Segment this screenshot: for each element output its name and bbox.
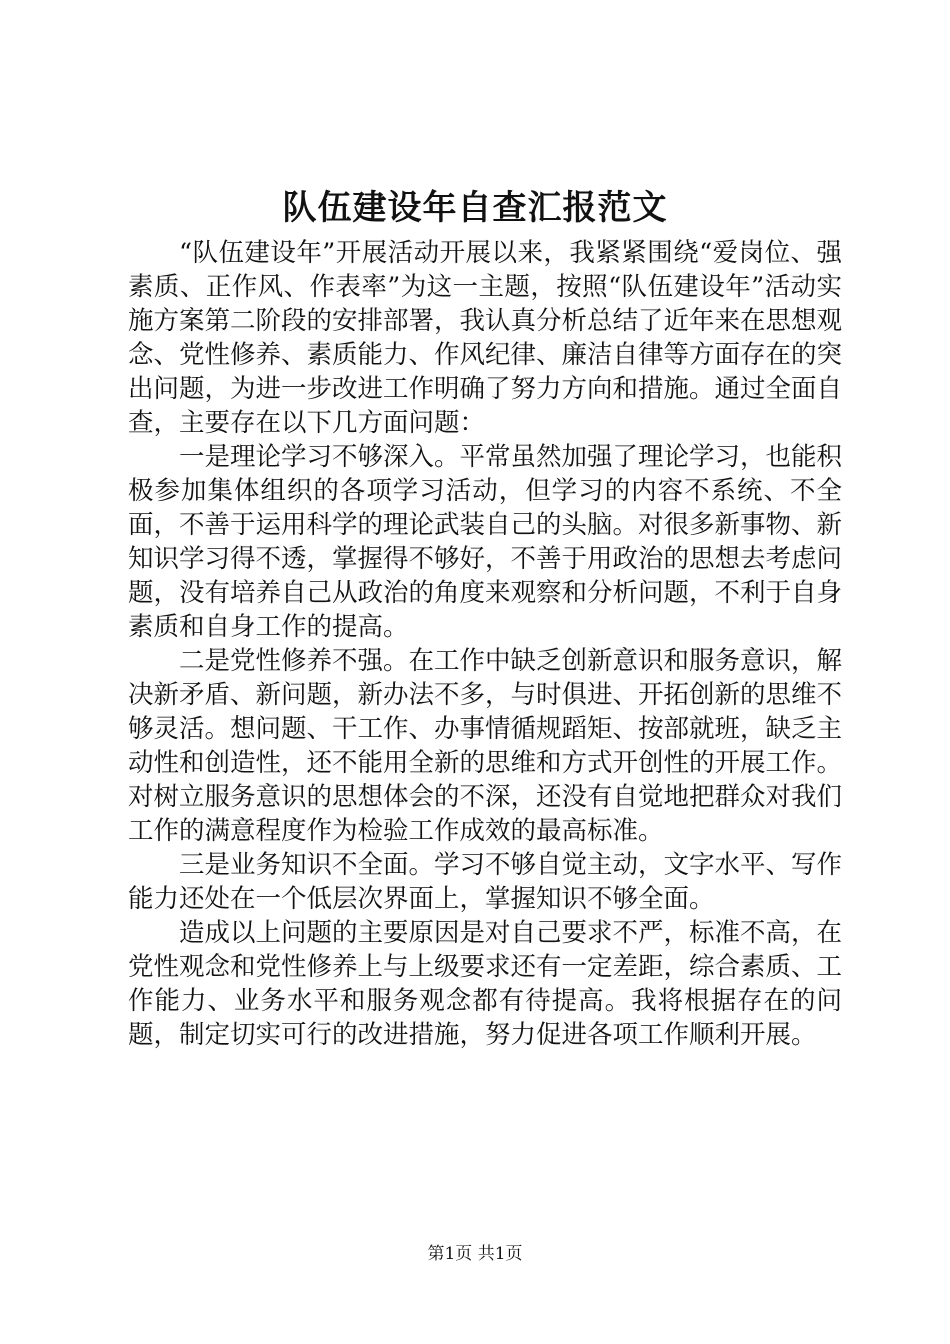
- page-footer: 第1页 共1页: [427, 1244, 523, 1264]
- paragraph-conclusion: 造成以上问题的主要原因是对自己要求不严，标准不高，在党性观念和党性修养上与上级要求还有一定差距，综合素质、工作能力、业务水平和服务观念都有待提高。我将根据存在的问题，制定切实可行的改进措施，努力促进各项工作顺利开展。: [128, 918, 843, 1050]
- paragraph-intro: “队伍建设年”开展活动开展以来，我紧紧围绕“爱岗位、强素质、正作风、作表率”为这一主题，按照“队伍建设年”活动实施方案第二阶段的安排部署，我认真分析总结了近年来在思想观念、党性修养、素质能力、作风纪律、廉洁自律等方面存在的突出问题，为进一步改进工作明确了努力方向和措施。通过全面自查，主要存在以下几方面问题：: [128, 238, 843, 438]
- document-title: 队伍建设年自查汇报范文: [282, 188, 668, 228]
- paragraph-problem-3: 三是业务知识不全面。学习不够自觉主动，文字水平、写作能力还处在一个低层次界面上，掌握知识不够全面。: [128, 850, 843, 914]
- paragraph-problem-1: 一是理论学习不够深入。平常虽然加强了理论学习，也能积极参加集体组织的各项学习活动，但学习的内容不系统、不全面，不善于运用科学的理论武装自己的头脑。对很多新事物、新知识学习得不透，掌握得不够好，不善于用政治的思想去考虑问题，没有培养自己从政治的角度来观察和分析问题，不利于自身素质和自身工作的提高。: [128, 442, 843, 642]
- paragraph-problem-2: 二是党性修养不强。在工作中缺乏创新意识和服务意识，解决新矛盾、新问题，新办法不多，与时俱进、开拓创新的思维不够灵活。想问题、干工作、办事情循规蹈矩、按部就班，缺乏主动性和创造性，还不能用全新的思维和方式开创性的开展工作。对树立服务意识的思想体会的不深，还没有自觉地把群众对我们工作的满意程度作为检验工作成效的最高标准。: [128, 646, 843, 846]
- document-body: [128, 236, 842, 1052]
